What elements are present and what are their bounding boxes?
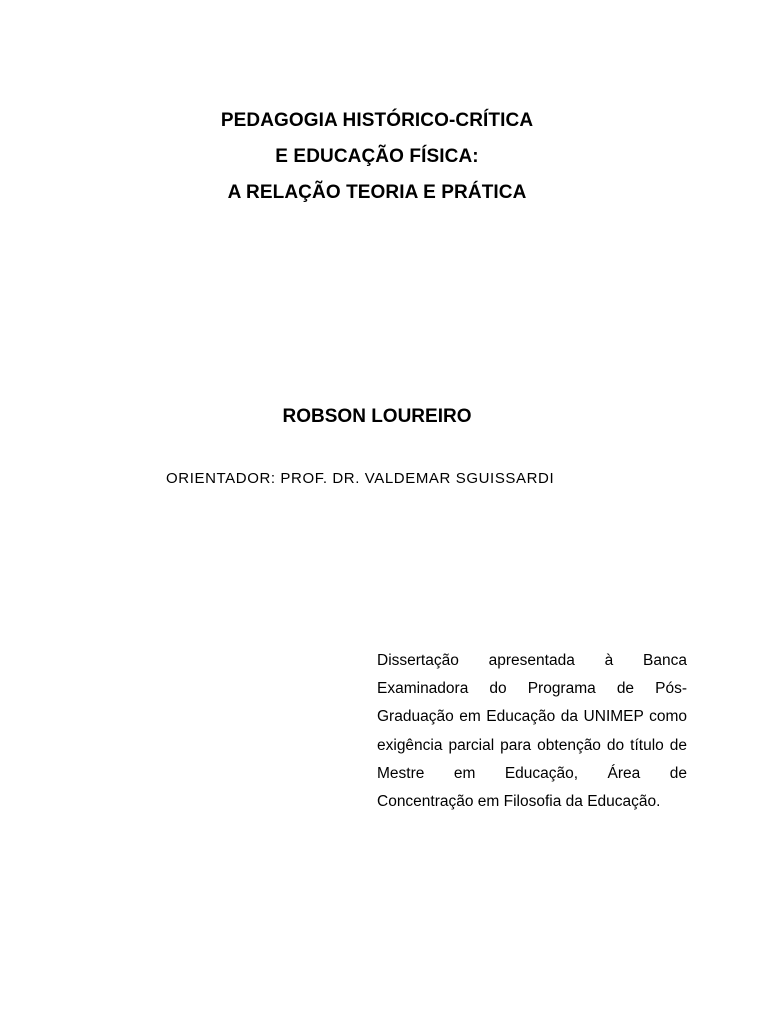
title-line-2: E EDUCAÇÃO FÍSICA:: [275, 146, 479, 167]
title-line-1: PEDAGOGIA HISTÓRICO-CRÍTICA: [220, 110, 534, 131]
title-line-3: A RELAÇÃO TEORIA E PRÁTICA: [227, 182, 527, 203]
author-name: ROBSON LOUREIRO: [282, 406, 472, 427]
advisor-line: ORIENTADOR: PROF. DR. VALDEMAR SGUISSARDI: [166, 470, 555, 487]
title-block: [0, 103, 754, 211]
dissertation-note: Dissertação apresentada à Banca Examinadora do Programa de Pós-Graduação em Educação da UNIMEP como exigência parcial para obtenção do título de Mestre em Educação, Área de Concentração em Filosofia da Educação.: [377, 652, 687, 811]
